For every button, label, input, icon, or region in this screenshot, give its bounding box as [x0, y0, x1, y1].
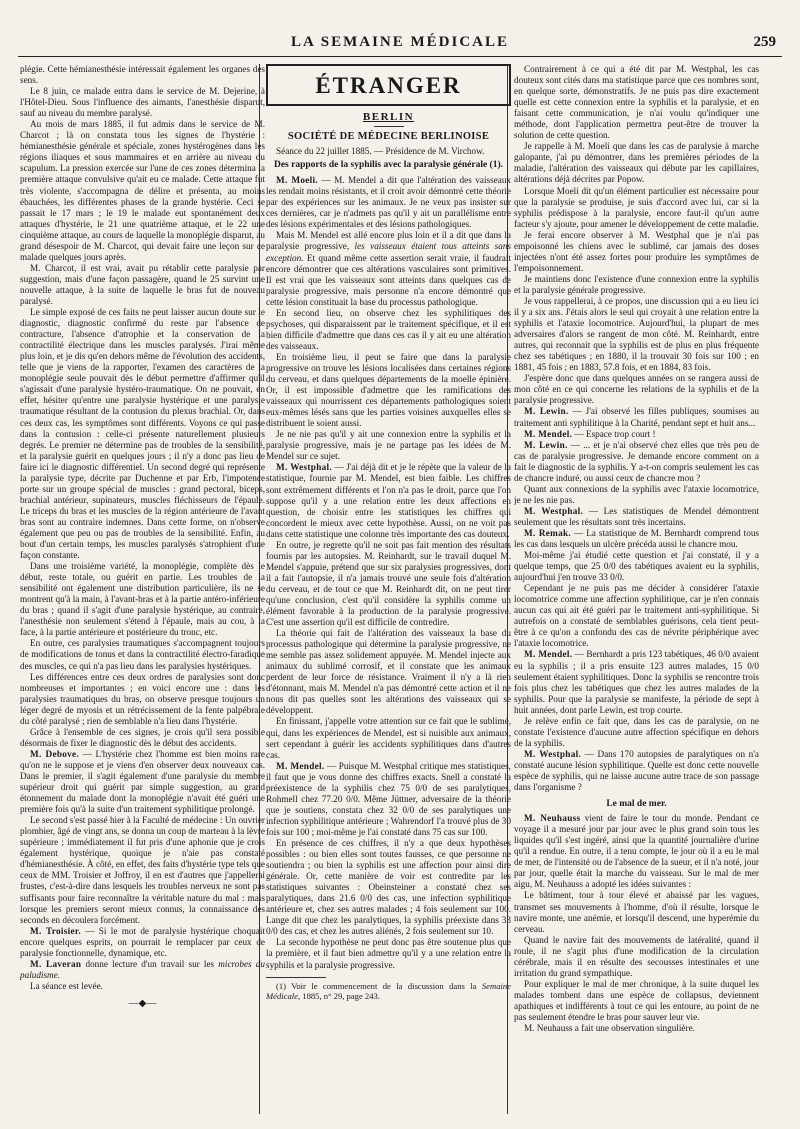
paragraph: Je rappelle à M. Moeli que dans les cas de paralysie à marche galopante, j'ai pu démontrer, dans les premières périodes de la maladie, l'altération des vaisseaux qui débute par les capillaires, altérations déjà décrites par Popow.	[514, 141, 759, 185]
paragraph: Grâce à l'ensemble de ces signes, je crois qu'il sera possible désormais de fixer le diagnostic dès le début des accidents.	[20, 726, 265, 748]
page-number: 259	[753, 34, 776, 50]
speaker-name: M. Mendel.	[524, 649, 573, 660]
speaker-text: — Bernhardt a pris 123 tabétiques, 46 0/0 avaient eu la syphilis ; il a pris ensuite 123 autres malades, 15 0/0 seulement étaient syphilitiques. Donc la syphilis se rencontre trois fois plus chez les tabétiques que chez les autres malades de la syphilis. Pour que la paralysie se manifeste, la période de sept à huit années, dont parle Lewin, est trop courte.	[514, 649, 759, 715]
society-heading: SOCIÉTÉ DE MÉDECINE BERLINOISE	[287, 131, 490, 143]
speaker-text: — L'hystérie chez l'homme est bien moins rare qu'on ne le suppose et je viens d'en observer deux nouveaux cas. Dans le premier, il s'agit également d'une paralysie du membre supérieur droit qui guérit par simple suggestion, au grand étonnement du malade dont la monoplégie n'avait été guéri une première fois qu'à la suite d'un traitement syphilitique prolongé.	[20, 748, 265, 815]
paragraph: La théorie qui fait de l'altération des vaisseaux la base du processus pathologique qui détermine la paralysie progressive, ne me semble pas assez solidement appuyée. M. Mendel injecte aux animaux du sublimé corrosif, et il constate que les animaux perdent de leur force de résistance. Vraiment il n'y a là rien d'étonnant, mais M. Mendel n'a pas démontré cette action et il ne nous dit pas quelles sont les altérations des vaisseaux qui se développent.	[266, 628, 511, 716]
header-rule	[18, 56, 782, 57]
speaker-text: — ... et je n'ai observé chez elles que très peu de cas de paralysie progressive. Je demande encore comment on a fait le diagnostic de la syphilis. Y a-t-on compris seulement les cas de chancre induré, ou aussi ceux de chancre mou ?	[514, 439, 759, 483]
speaker-name: M. Mendel.	[524, 428, 573, 439]
column-right	[514, 64, 759, 1114]
speaker-name: M. Westphal.	[276, 462, 332, 473]
section-separator: —◆—	[128, 997, 157, 1009]
subsection-heading: Le mal de mer.	[606, 799, 667, 810]
speaker-text: donne lecture d'un travail sur les	[81, 958, 219, 969]
city-heading: BERLIN	[362, 111, 415, 123]
paragraph: plégie. Cette hémianesthésie intéressait également les organes des sens.	[20, 64, 265, 86]
paragraph: Le bâtiment, tour à tour élevé et abaissé par les vagues, transmet ses mouvements à l'homme, d'où il résulte, lorsque le navire monte, une anémie, et lorsqu'il descend, une hyperémie du cerveau.	[514, 890, 759, 934]
italic-text: Semaine Médicale	[266, 980, 511, 1001]
speaker-paragraph	[266, 462, 511, 539]
paragraph: En outre, je regrette qu'il ne soit pas fait mention des résultats fournis par les autopsies. M. Reinhardt, sur le travail duquel M. Mendel s'appuie, prétend que sur six paralysies progressives, dont il a fait l'autopsie, il n'a jamais trouvé une seule fois d'altération du cerveau, et de tout ce que M. Reinhardt dit, on ne peut tirer qu'une conclusion, c'est qu'il considère la syphilis comme un élément favorable à la production de la paralysie progressive. C'est une assertion qu'il est difficile de contredire.	[266, 539, 511, 628]
closing-line: La séance est levée.	[30, 980, 103, 991]
paragraph: Dans une troisième variété, la monoplégie, complète dès le début, reste totale, ou guérit en partie. Les troubles de la sensibilité ont également une distribution particulière, ils ne se montrent qu'à la main, à l'avant-bras et à la partie antéro-inférieure du bras ; quand il s'agit d'une paralysie hystérique, au contraire, l'anesthésie non seulement s'étend à l'épaule, mais au cou, à la face, à la partie antérieure et postérieure du tronc, etc.	[20, 561, 265, 638]
speaker-text: — Dans 170 autopsies de paralytiques on n'a constaté aucune lésion syphilitique. Quelle est donc cette nouvelle espèce de syphilis, qui ne laisse aucune autre trace de son passage dans l'organisme ?	[514, 748, 759, 793]
paragraph: Pour expliquer le mal de mer chronique, à la suite duquel les malades tombent dans une espèce de collapsus, deviennent apathiques et indifférents à tout ce qui les entoure, au point de ne pas seulement étendre le bras pour sauver leur vie.	[514, 978, 759, 1022]
text-run: Et quand même cette assertion serait vraie, il faudrait encore démontrer que ces altérations vasculaires sont primitives. Il est vrai que les vaisseaux sont atteints dans quelques cas de paralysie progressive, mais personne n'a encore démontré que cette lésion constituait la base du processus pathologique.	[266, 252, 511, 307]
paragraph: Moi-même j'ai étudié cette question et j'ai constaté, il y a quelque temps, que 25 0/0 des tabétiques avaient eu la syphilis, aujourd'hui j'en trouve 33 0/0.	[514, 550, 759, 583]
paragraph: En outre, ces paralysies traumatiques s'accompagnent toujours de modifications de tonus et dans la contractilité électro-faradique des muscles, ce qui n'a pas lieu dans les paralysies hystériques.	[20, 638, 265, 671]
footnote	[266, 981, 511, 1001]
speaker-name: M. Laveran	[30, 958, 82, 969]
speaker-text: — J'ai observé les filles publiques, soumises au traitement anti syphilitique à la Charité, pendant sept et huit ans...	[514, 406, 759, 428]
paragraph	[266, 230, 511, 307]
topic-heading: Des rapports de la syphilis avec la paralysie générale (1).	[273, 160, 504, 171]
page-header	[18, 14, 782, 54]
paragraph: M. Charcot, il est vrai, avait pu rétablir cette paralysie par suggestion, mais d'une façon passagère, quand le 25 survint une nouvelle attaque, à la suite de laquelle le bras fut de nouveau paralysé.	[20, 262, 265, 306]
short-rule	[374, 126, 404, 127]
speaker-paragraph	[514, 649, 759, 715]
paragraph: La seconde hypothèse ne peut donc pas être soutenue plus que la première, et il faut bien admettre qu'il y a une relation entre la syphilis et la paralysie progressive.	[266, 937, 511, 970]
paragraph: Au mois de mars 1885, il fut admis dans le service de M. Charcot ; là on constata tous les signes de l'hystérie : hémianesthésie générale et spéciale, zones hystérogènes dans les régions iliaques et sous mammaires et en arrière au niveau du scapulum. La pression exercée sur l'une de ces zones détermina la première attaque convulsive qu'ait eu ce malade. Cette attaque fut très violente, s'accompagna de délire et présenta, au moins ébauchées, les différentes phases de la grande hystérie. Ceci se passait le 17 mars ; le 19 le malade eut spontanément deux attaques d'hystérie, le 21 une quatrième attaque, et le 22 une cinquième attaque, au cours de laquelle la monoplégie disparut, au grand désespoir de M. Charcot, qui devait faire une leçon sur ce malade quelques jours après.	[20, 119, 265, 262]
paragraph: Contrairement à ce qui a été dit par M. Westphal, les cas douteux sont cités dans ma statistique parce que ces nombres sont, en quelque sorte, démonstratifs. Je ne puis pas dire exactement quelle est cette connexion entre la syphilis et la paralysie, et en faisant cette communication, je n'ai voulu qu'indiquer une méthode, dont l'application permettra peut-être de trouver la solution de cette question.	[514, 64, 759, 141]
running-title: LA SEMAINE MÉDICALE	[290, 34, 510, 50]
paragraph: Quant aux connexions de la syphilis avec l'ataxie locomotrice, je ne les nie pas.	[514, 483, 759, 505]
paragraph: En troisième lieu, il peut se faire que dans la paralysie progressive on trouve les lésions localisées dans certaines régions du cerveau, et dans quelques départements de la moelle épinière. Or, il est impossible d'admettre que les ramifications des vaisseaux qui nourrissent ces départements pathologiques soient eux-mêmes lésés sans que les parties voisines auxquelles elles se distribuent le soient aussi.	[266, 351, 511, 429]
speaker-name: M. Troisier.	[30, 925, 81, 936]
speaker-text: — Si le mot de paralysie hystérique choquait encore quelques esprits, on pourrait le remplacer par ceux de paralysie fonctionnelle, dynamique, etc.	[20, 925, 265, 958]
paragraph: Le 8 juin, ce malade entra dans le service de M. Dejerine, à l'Hôtel-Dieu. Sous l'influence des aimants, l'anesthésie disparut, sauf au niveau du membre paralysé.	[20, 86, 265, 119]
text-run: (1) Voir le commencement de la discussion dans la	[276, 980, 482, 991]
speaker-name: M. Westphal.	[524, 505, 584, 516]
paragraph: Le simple exposé de ces faits ne peut laisser aucun doute sur le diagnostic, diagnostic confirmé du reste par l'absence de contracture, l'absence d'atrophie et la conservation de la contractilité électrique dans les muscles paralysés. J'irai même plus loin, et je dis qu'en dehors même de l'évolution des accidents, telle que je viens de la rapporter, l'examen des caractères de la monoplégie seule pouvait dès le début permettre d'affirmer qu'il s'agissait d'une paralysie hystéro-traumatique. On ne pouvait, en effet, hésiter qu'entre une paralysie hystérique et une paralysie traumatique résultant de la contusion du plexus brachial. Or, dans ces deux cas, les symptômes sont différents. Voyons ce qui passe dans la contusion : celle-ci présente naturellement plusieurs degrés. Le premier ne détermine pas de troubles de la sensibilité, et la paralysie guérit en quelques jours ; il n'y a donc pas lieu de faire ici le diagnostic différentiel. Un second degré qui représente la paralysie type, décrite par Duchenne et par Erb, l'impotence porte sur un groupe spécial de muscles : grand pectoral, biceps, brachial antérieur, supinateurs, muscles fléchisseurs de l'épaule. Le triceps du bras et les muscles de la région antérieure de l'avant bras sont au contraire indemnes. Dans cette forme, on n'observe également que peu ou pas de troubles de la sensibilité. Enfin, au bout d'un certain temps, les muscles paralysés s'atrophient d'une façon constante.	[20, 307, 265, 561]
paragraph: Le second s'est passé hier à la Faculté de médecine : Un ouvrier plombier, âgé de vingt ans, se donna un coup de marteau à la lèvre supérieure ; immédiatement il fut pris d'une aphonie que je crois également hystérique, quoique je n'aie pas constaté d'hémianesthésie. À côté, en effet, des faits d'hystérie type tels que ceux de MM. Troisier et Joffroy, il en est d'autres que j'appellerai frustes, c'est-à-dire dans lesquels les troubles nerveux ne sont pas suffisants pour faire reconnaître la véritable nature du mal : mais lorsque les premiers seront mieux connus, la connaissance des seconds en découlera forcément.	[20, 815, 265, 925]
speaker-text: — Puisque M. Westphal critique mes statistiques, il faut que je vous donne des chiffres exacts. Snell a constaté la préexistence de la syphilis chez 75 0/0 de ses paralytiques, Rohmell chez 77.20 0/0. Même Jüttner, adversaire de la théorie que je soutiens, constata chez 32 0/0 de ses paralytiques une infection syphilitique antérieure ; Wahrendorf l'a trouvé plus de 30 fois sur 100 ; moi-même je l'ai constaté dans 75 cas sur 100.	[266, 760, 511, 837]
text-run: Mais M. Mendel est allé encore plus loin et il a dit que dans la paralysie progressive,	[266, 230, 511, 252]
speaker-paragraph	[20, 926, 265, 959]
footnote-rule	[266, 977, 326, 978]
paragraph: Je ne nie pas qu'il y ait une connexion entre la syphilis et la paralysie progressive, mais je ne partage pas les idées de M. Mendel sur ce sujet.	[266, 429, 511, 462]
speaker-paragraph	[266, 761, 511, 838]
paragraph: Je maintiens donc l'existence d'une connexion entre la syphilis et la paralysie générale progressive.	[514, 273, 759, 295]
paragraph: Les différences entre ces deux ordres de paralysies sont donc nombreuses et importantes ; en voici encore une : dans les paralysies traumatiques du bras, on observe presque toujours un léger degré de myosis et un rétrécissement de la fente palpébrale du côté paralysé ; rien de semblable n'a lieu dans l'hystérie.	[20, 671, 265, 726]
speaker-paragraph	[514, 406, 759, 428]
speaker-text: — M. Mendel a dit que l'altération des vaisseaux les rendait moins résistants, et il croit avoir démontré cette théorie par des expériences sur les animaux. Je ne veux pas insister sur ces dernières, car je n'admets pas qu'il y ait un parallélisme entre des lésions expérimentales et des lésions pathologiques.	[266, 175, 511, 230]
column-middle	[266, 64, 511, 1114]
speaker-paragraph	[514, 506, 759, 528]
paragraph: Je relève enfin ce fait que, dans les cas de paralysie, on ne constate l'existence d'aucune autre affection spécifique en dehors de la syphilis.	[514, 715, 759, 748]
section-title: ÉTRANGER	[315, 73, 462, 98]
speaker-paragraph	[20, 749, 265, 815]
italic-text: microbes du paludisme.	[20, 958, 265, 980]
speaker-paragraph	[514, 440, 759, 484]
section-box	[266, 64, 511, 106]
speaker-name: M. Lewin.	[524, 406, 569, 417]
paragraph: J'espère donc que dans quelques années on se rangera aussi de mon côté en ce qui concerne les relations de la syphilis et de la paralysie progressive.	[514, 373, 759, 406]
italic-text: les vaisseaux étaient tous atteints sans exception.	[266, 241, 511, 263]
speaker-name: M. Mendel.	[276, 760, 325, 771]
speaker-name: M. Moeli.	[276, 175, 318, 186]
paragraph: En second lieu, on observe chez les syphilitiques des psychoses, qui disparaissent par le traitement spécifique, et il est bien difficile d'admettre que dans ces cas il y ait eu une altération des vaisseaux.	[266, 307, 511, 351]
speaker-name: M. Lewin.	[524, 439, 568, 450]
text-run: , 1885, n° 29, page 243.	[297, 990, 380, 1001]
speaker-text: vient de faire le tour du monde. Pendant ce voyage il a mesuré jour par jour avec le plus grand soin tous les liquides qu'il s'est ingéré, ainsi que la quantité journalière d'urine qu'il a rendue. En outre, il a tenu compte, le jour où il a eu le mal de mer, de l'intensité ou de l'absence de la sueur, et il n'a noté, jour par jour, quelle était la marche du vaisseau. Sur le mal de mer aigu, M. Neuhauss a adopté les idées suivantes :	[514, 813, 759, 890]
speaker-text: — Les statistiques de Mendel démontrent seulement que les résultats sont très incertains.	[514, 505, 759, 527]
paragraph: Quand le navire fait des mouvements de latéralité, quand il roule, il ne s'agit plus d'une modification de la circulation cérébrale, mais il en résulte des secousses intestinales et une irritation du grand sympathique.	[514, 934, 759, 978]
speaker-text: — J'ai déjà dit et je le répète que la valeur de la statistique, fournie par M. Mendel, est bien faible. Les chiffres sont extrêmement différents et l'on n'a pas le droit, parce que l'on suppose qu'il y a une relation entre les deux affections en question, de choisir entre les statistiques les chiffres qui concordent le mieux avec cette hypothèse. Aussi, on ne voit pas dans cette statistique une colonne très importante des cas douteux.	[266, 462, 511, 539]
paragraph: Cependant je ne puis pas me décider à considérer l'ataxie locomotrice comme une affection syphilitique, car je n'en connais aucun cas qui ait été guéri par le traitement anti-syphilitique. Si autrefois on a constaté de semblables guérisons, cela tient peut-être à ce qu'on a confondu des cas de névrite périphérique avec l'ataxie locomotrice.	[514, 583, 759, 649]
paragraph: En finissant, j'appelle votre attention sur ce fait que le sublimé, qui, dans les expériences de Mendel, est si nuisible aux animaux, sert cependant à guérir les accidents syphilitiques dans d'autres cas.	[266, 716, 511, 760]
speaker-name: M. Neuhauss	[524, 813, 581, 824]
speaker-text: — Espace trop court !	[572, 428, 656, 439]
column-left	[20, 64, 265, 1114]
paragraph: Je vous rappellerai, à ce propos, une discussion qui a eu lieu ici il y a six ans. J'étais alors le seul qui croyait à une relation entre la syphilis et l'ataxie locomotrice. Aujourd'hui, la plupart de mes adversaires d'alors se rangent de mon côté. M. Reinhardt, entre autres, qui reconnait que la syphilis est de plus en plus fréquente chez ses tabétiques ; en 1880, il la trouvait 30 fois sur 100 ; en 1881, 45 fois ; en 1883, 57.8 fois, et en 1884, 83 fois.	[514, 295, 759, 373]
speaker-paragraph	[514, 528, 759, 550]
speaker-name: M. Debove.	[30, 748, 79, 759]
paragraph: M. Neuhauss a fait une observation singulière.	[524, 1023, 695, 1034]
speaker-paragraph	[514, 813, 759, 890]
session-line: Séance du 22 juillet 1885. — Présidence de M. Virchow.	[276, 146, 485, 157]
speaker-name: M. Westphal.	[524, 748, 582, 759]
paragraph: En présence de ces chiffres, il n'y a que deux hypothèses possibles : ou bien elles sont toutes fausses, ce que personne ne soutiendra ; ou bien la syphilis est une affection pour ainsi dire générale. Or, cette manière de voir est contredite par les statistiques suivantes : Obeinsteiner a constaté chez ses paralytiques, dans 21.6 0/0 des cas, une infection syphilitique antérieure et, chez ses autres malades ; 4 fois seulement sur 100. Lange dit que chez les paralytiques, la syphilis préexiste dans 33 0/0 des cas, et chez les autres aliénés, 2 fois seulement sur 10.	[266, 838, 511, 937]
paragraph: Lorsque Moeli dit qu'un élément particulier est nécessaire pour que la paralysie se produise, je suis d'accord avec lui, car si la syphilis prédispose à la paralysie, encore faut-il qu'un autre facteur s'y ajoute, pour amener le développement de cette maladie.	[514, 185, 759, 229]
speaker-paragraph	[20, 959, 265, 981]
speaker-name: M. Remak.	[524, 527, 572, 538]
speaker-paragraph	[514, 429, 759, 440]
speaker-text: — La statistique de M. Bernhardt comprend tous les cas dans lesquels un ulcère précéda aussi le chancre mou.	[514, 527, 759, 550]
speaker-paragraph	[266, 175, 511, 230]
speaker-paragraph	[514, 749, 759, 793]
paragraph: Je ferai encore observer à M. Westphal que je n'ai pas empoisonné les chiens avec le sublimé, car jamais des doses injectées n'ont été assez fortes pour produire les symptômes de l'empoisonnement.	[514, 229, 759, 273]
